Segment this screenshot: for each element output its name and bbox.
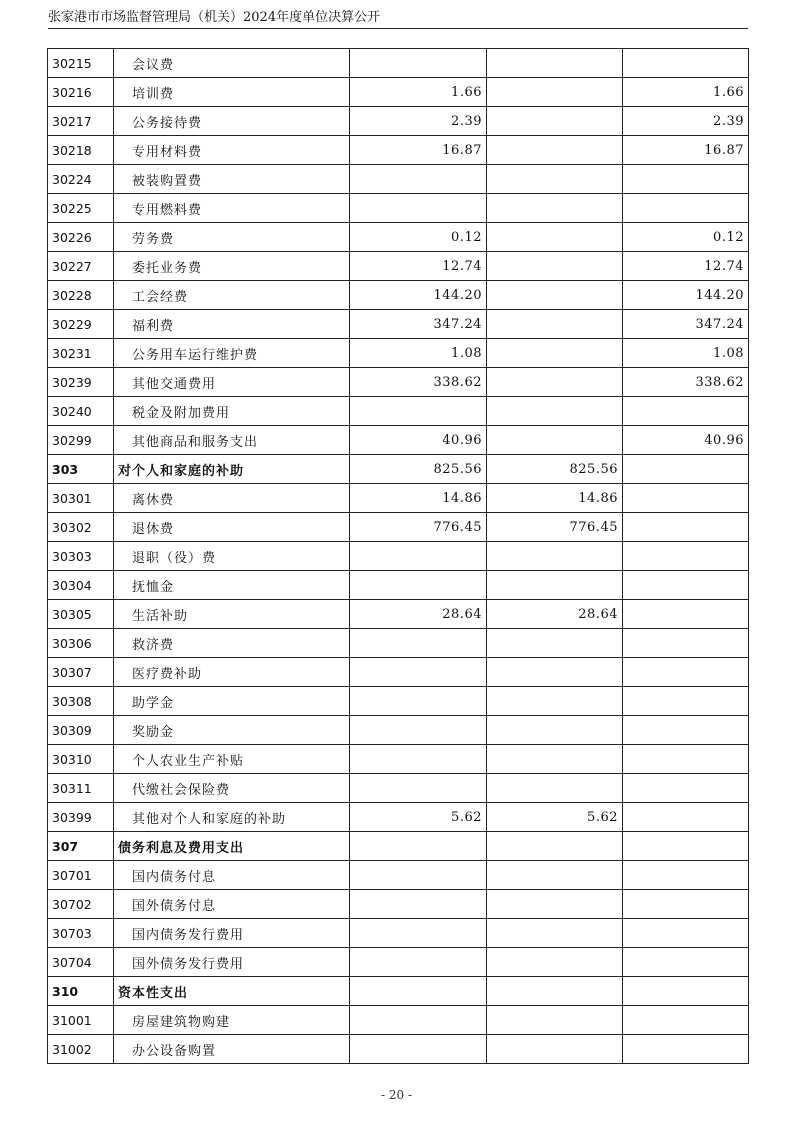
row-name: 工会经费: [114, 281, 350, 310]
row-total: [350, 658, 487, 687]
row-project: [623, 194, 749, 223]
row-project: [623, 600, 749, 629]
row-total: 14.86: [350, 484, 487, 513]
row-basic: [487, 281, 623, 310]
row-name: 福利费: [114, 310, 350, 339]
row-name: 国外债务付息: [114, 890, 350, 919]
row-total: 347.24: [350, 310, 487, 339]
table-row: [48, 397, 749, 426]
row-total: [350, 716, 487, 745]
table-row: [48, 542, 749, 571]
table-row: [48, 919, 749, 948]
row-code: 31001: [48, 1006, 114, 1035]
row-project: [623, 542, 749, 571]
row-basic: 825.56: [487, 455, 623, 484]
row-project: [623, 745, 749, 774]
row-project: [623, 716, 749, 745]
row-name: 国外债务发行费用: [114, 948, 350, 977]
row-total: [350, 397, 487, 426]
row-project: [623, 861, 749, 890]
row-total: [350, 165, 487, 194]
table-row: [48, 1035, 749, 1064]
row-name: 公务接待费: [114, 107, 350, 136]
row-name: 培训费: [114, 78, 350, 107]
row-name: 房屋建筑物购建: [114, 1006, 350, 1035]
row-total: 144.20: [350, 281, 487, 310]
row-total: [350, 948, 487, 977]
row-basic: [487, 78, 623, 107]
row-code: 30704: [48, 948, 114, 977]
row-basic: [487, 397, 623, 426]
table-row: [48, 629, 749, 658]
row-total: [350, 890, 487, 919]
row-basic: [487, 861, 623, 890]
table-row: [48, 165, 749, 194]
row-total: 5.62: [350, 803, 487, 832]
row-basic: 5.62: [487, 803, 623, 832]
row-total: [350, 1035, 487, 1064]
row-total: [350, 832, 487, 861]
row-total: 338.62: [350, 368, 487, 397]
row-name: 抚恤金: [114, 571, 350, 600]
row-name: 债务利息及费用支出: [114, 832, 350, 861]
row-name: 个人农业生产补贴: [114, 745, 350, 774]
row-total: 40.96: [350, 426, 487, 455]
row-basic: [487, 919, 623, 948]
row-name: 专用材料费: [114, 136, 350, 165]
row-project: [623, 49, 749, 78]
table-row: [48, 803, 749, 832]
row-name: 委托业务费: [114, 252, 350, 281]
table-row: [48, 890, 749, 919]
row-project: 347.24: [623, 310, 749, 339]
row-name: 救济费: [114, 629, 350, 658]
row-name: 劳务费: [114, 223, 350, 252]
row-total: [350, 919, 487, 948]
row-project: 144.20: [623, 281, 749, 310]
table-row: [48, 658, 749, 687]
row-project: 0.12: [623, 223, 749, 252]
row-name: 退休费: [114, 513, 350, 542]
row-total: [350, 687, 487, 716]
row-code: 30305: [48, 600, 114, 629]
row-project: [623, 165, 749, 194]
row-project: [623, 571, 749, 600]
row-basic: [487, 745, 623, 774]
page-header: 张家港市市场监督管理局（机关）2024年度单位决算公开: [48, 8, 748, 29]
row-total: 776.45: [350, 513, 487, 542]
table-row: [48, 136, 749, 165]
row-total: [350, 49, 487, 78]
row-basic: [487, 716, 623, 745]
table-row: [48, 310, 749, 339]
table-row: [48, 774, 749, 803]
row-code: 30303: [48, 542, 114, 571]
row-code: 30309: [48, 716, 114, 745]
table-row: [48, 484, 749, 513]
row-project: [623, 803, 749, 832]
row-code: 30216: [48, 78, 114, 107]
row-project: [623, 1006, 749, 1035]
row-total: [350, 774, 487, 803]
row-name: 国内债务付息: [114, 861, 350, 890]
table-body: [48, 49, 749, 1064]
row-name: 公务用车运行维护费: [114, 339, 350, 368]
row-total: [350, 861, 487, 890]
row-total: [350, 1006, 487, 1035]
row-basic: [487, 107, 623, 136]
row-basic: [487, 542, 623, 571]
row-name: 其他对个人和家庭的补助: [114, 803, 350, 832]
table-row: [48, 223, 749, 252]
table-row: [48, 600, 749, 629]
row-name: 被装购置费: [114, 165, 350, 194]
row-code: 30215: [48, 49, 114, 78]
row-basic: [487, 629, 623, 658]
table-row: [48, 1006, 749, 1035]
row-code: 30307: [48, 658, 114, 687]
row-basic: [487, 194, 623, 223]
row-project: 1.08: [623, 339, 749, 368]
row-name: 退职（役）费: [114, 542, 350, 571]
row-project: [623, 948, 749, 977]
row-name: 奖励金: [114, 716, 350, 745]
table-row: [48, 194, 749, 223]
row-name: 办公设备购置: [114, 1035, 350, 1064]
row-project: 12.74: [623, 252, 749, 281]
row-code: 30701: [48, 861, 114, 890]
row-name: 生活补助: [114, 600, 350, 629]
row-name: 对个人和家庭的补助: [114, 455, 350, 484]
row-code: 30227: [48, 252, 114, 281]
row-basic: [487, 310, 623, 339]
row-basic: [487, 49, 623, 78]
row-code: 30228: [48, 281, 114, 310]
row-project: 2.39: [623, 107, 749, 136]
row-project: [623, 687, 749, 716]
row-project: [623, 832, 749, 861]
table-row: [48, 687, 749, 716]
table-row: [48, 513, 749, 542]
row-total: [350, 629, 487, 658]
row-total: [350, 542, 487, 571]
row-code: 30703: [48, 919, 114, 948]
table-row: [48, 78, 749, 107]
row-code: 307: [48, 832, 114, 861]
row-project: 40.96: [623, 426, 749, 455]
table-row: [48, 861, 749, 890]
row-project: [623, 455, 749, 484]
row-name: 其他商品和服务支出: [114, 426, 350, 455]
row-code: 30226: [48, 223, 114, 252]
row-basic: 28.64: [487, 600, 623, 629]
row-total: 16.87: [350, 136, 487, 165]
table-row: [48, 832, 749, 861]
row-basic: [487, 774, 623, 803]
row-basic: [487, 890, 623, 919]
row-project: [623, 977, 749, 1006]
row-code: 30311: [48, 774, 114, 803]
table-row: [48, 281, 749, 310]
row-basic: [487, 658, 623, 687]
row-project: 338.62: [623, 368, 749, 397]
row-total: 0.12: [350, 223, 487, 252]
row-code: 30231: [48, 339, 114, 368]
table-row: [48, 977, 749, 1006]
row-code: 30310: [48, 745, 114, 774]
table-row: [48, 107, 749, 136]
row-project: [623, 919, 749, 948]
row-code: 30229: [48, 310, 114, 339]
table-row: [48, 426, 749, 455]
row-code: 31002: [48, 1035, 114, 1064]
table-row: [48, 455, 749, 484]
table-row: [48, 339, 749, 368]
row-project: [623, 484, 749, 513]
table-row: [48, 948, 749, 977]
row-basic: [487, 977, 623, 1006]
row-basic: [487, 426, 623, 455]
row-basic: [487, 136, 623, 165]
row-basic: 14.86: [487, 484, 623, 513]
row-total: 12.74: [350, 252, 487, 281]
row-name: 税金及附加费用: [114, 397, 350, 426]
row-total: 2.39: [350, 107, 487, 136]
row-code: 30299: [48, 426, 114, 455]
row-total: 825.56: [350, 455, 487, 484]
row-code: 310: [48, 977, 114, 1006]
row-basic: [487, 165, 623, 194]
row-name: 国内债务发行费用: [114, 919, 350, 948]
row-basic: [487, 368, 623, 397]
row-basic: [487, 339, 623, 368]
row-code: 30306: [48, 629, 114, 658]
table-row: [48, 252, 749, 281]
row-project: 16.87: [623, 136, 749, 165]
row-code: 30308: [48, 687, 114, 716]
row-basic: [487, 223, 623, 252]
row-project: [623, 1035, 749, 1064]
row-code: 303: [48, 455, 114, 484]
row-code: 30218: [48, 136, 114, 165]
row-code: 30302: [48, 513, 114, 542]
row-basic: [487, 687, 623, 716]
row-code: 30239: [48, 368, 114, 397]
row-code: 30301: [48, 484, 114, 513]
row-basic: [487, 1035, 623, 1064]
row-code: 30224: [48, 165, 114, 194]
row-basic: 776.45: [487, 513, 623, 542]
row-name: 离休费: [114, 484, 350, 513]
row-name: 其他交通费用: [114, 368, 350, 397]
row-project: 1.66: [623, 78, 749, 107]
row-project: [623, 513, 749, 542]
row-code: 30217: [48, 107, 114, 136]
row-name: 会议费: [114, 49, 350, 78]
row-total: 1.66: [350, 78, 487, 107]
row-total: [350, 977, 487, 1006]
row-name: 代缴社会保险费: [114, 774, 350, 803]
row-project: [623, 658, 749, 687]
row-basic: [487, 571, 623, 600]
row-code: 30399: [48, 803, 114, 832]
row-name: 助学金: [114, 687, 350, 716]
row-code: 30702: [48, 890, 114, 919]
row-total: [350, 194, 487, 223]
row-code: 30240: [48, 397, 114, 426]
table-row: [48, 745, 749, 774]
row-name: 医疗费补助: [114, 658, 350, 687]
table-row: [48, 368, 749, 397]
row-total: [350, 745, 487, 774]
row-project: [623, 774, 749, 803]
row-code: 30304: [48, 571, 114, 600]
table-row: [48, 49, 749, 78]
table-row: [48, 571, 749, 600]
row-total: 28.64: [350, 600, 487, 629]
row-basic: [487, 948, 623, 977]
row-name: 资本性支出: [114, 977, 350, 1006]
row-project: [623, 629, 749, 658]
row-project: [623, 397, 749, 426]
expenditure-table: [47, 48, 749, 1064]
row-basic: [487, 252, 623, 281]
row-project: [623, 890, 749, 919]
row-total: [350, 571, 487, 600]
row-total: 1.08: [350, 339, 487, 368]
table-row: [48, 716, 749, 745]
page-number: - 20 -: [380, 1088, 412, 1102]
row-name: 专用燃料费: [114, 194, 350, 223]
row-code: 30225: [48, 194, 114, 223]
row-basic: [487, 832, 623, 861]
row-basic: [487, 1006, 623, 1035]
